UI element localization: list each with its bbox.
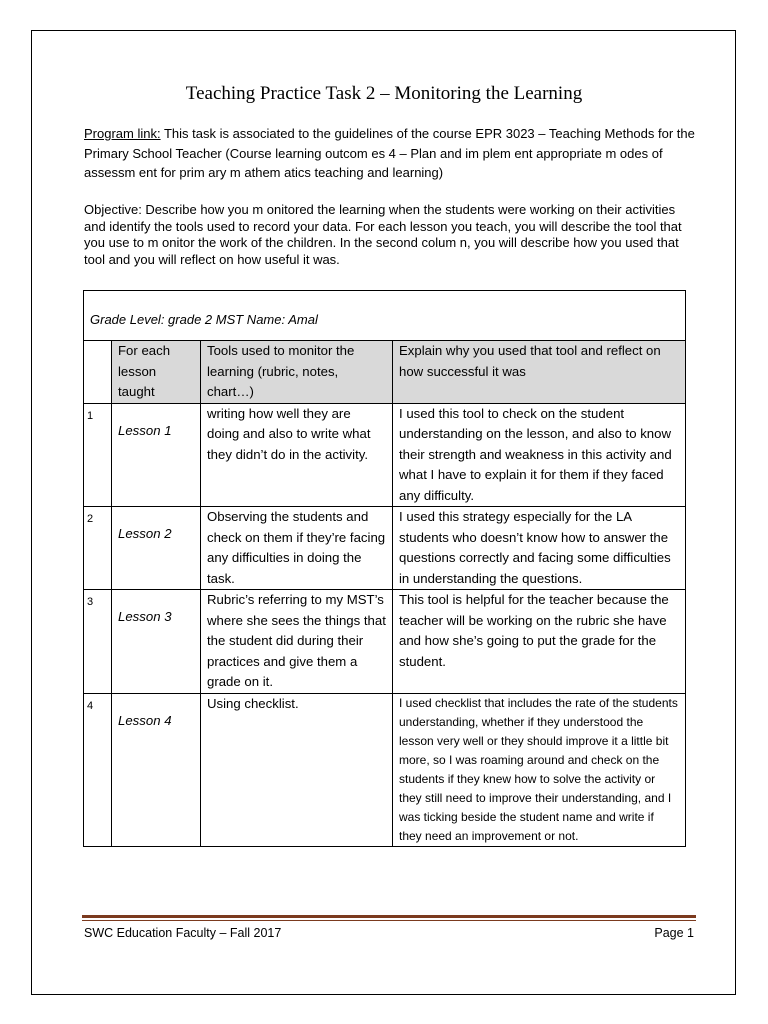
- row-number: 3: [84, 590, 112, 694]
- footer-faculty: SWC Education Faculty – Fall 2017: [84, 926, 282, 940]
- row-number: 4: [84, 693, 112, 846]
- lesson-label: Lesson 3: [118, 609, 172, 624]
- page-title: Teaching Practice Task 2 – Monitoring the Learning: [185, 83, 583, 104]
- footer-rule-thin: [82, 920, 696, 921]
- table-row: [84, 403, 686, 507]
- row-number: 2: [84, 507, 112, 590]
- explain-cell: I used this tool to check on the student understanding on the lesson, and also to know their strength and weakness in this activity and what I have to explain it for them if they faced any difficulty.: [393, 403, 686, 507]
- footer-rule: [82, 915, 696, 918]
- grade-level-cell: Grade Level: grade 2 MST Name: Amal: [84, 291, 686, 341]
- lesson-cell: [112, 403, 201, 507]
- lesson-cell: [112, 507, 201, 590]
- program-link-text: This task is associated to the guidelines of the course EPR 3023 – Teaching Methods for the Primary School Teacher (Course learning outcom es 4 – Plan and im plem ent appropriate m odes of assessm ent for prim ary m athem atics teaching and learning): [84, 126, 695, 180]
- objective-paragraph: Objective: Describe how you m onitored the learning when the students were working on their activities and identify the tools used to record your data. For each lesson you teach, you will describe the tool that you use to m onitor the work of the children. In the second colum n, you will describe how you used that tool and you will reflect on how useful it was.: [84, 202, 682, 267]
- tool-cell: Observing the students and check on them if they’re facing any difficulties in doing the task.: [201, 507, 393, 590]
- tool-cell: writing how well they are doing and also to write what they didn’t do in the activity.: [201, 403, 393, 507]
- table-row: [84, 507, 686, 590]
- monitoring-table: [83, 290, 686, 847]
- lesson-cell: [112, 693, 201, 846]
- header-tools: Tools used to monitor the learning (rubric, notes, chart…): [201, 341, 393, 404]
- lesson-label: Lesson 4: [118, 712, 172, 728]
- row-number: 1: [84, 403, 112, 507]
- header-lesson: For each lesson taught: [112, 341, 201, 404]
- tool-cell: Rubric’s referring to my MST’s where she sees the things that the student did during their practices and give them a grade on it.: [201, 590, 393, 694]
- explain-cell: I used this strategy especially for the LA students who doesn’t know how to answer the questions correctly and facing some difficulties in understanding the questions.: [393, 507, 686, 590]
- grade-row: [84, 291, 686, 341]
- header-num-cell: [84, 341, 112, 404]
- explain-cell: This tool is helpful for the teacher because the teacher will be working on the rubric she have and how she’s going to put the grade for the student.: [393, 590, 686, 694]
- program-link-paragraph: [84, 124, 696, 183]
- program-link-label: Program link:: [84, 126, 161, 141]
- header-row: [84, 341, 686, 404]
- lesson-label: Lesson 2: [118, 526, 172, 541]
- footer-page-number: Page 1: [654, 926, 694, 940]
- tool-cell: Using checklist.: [201, 693, 393, 846]
- table-row: [84, 693, 686, 846]
- table-row: [84, 590, 686, 694]
- lesson-cell: [112, 590, 201, 694]
- explain-cell: I used checklist that includes the rate of the students understanding, whether if they understood the lesson very well or they should improve it a little bit more, so I was roaming around and check on the students if they knew how to solve the activity or they still need to improve their understanding, and I was ticking beside the student name and write if they need an improvement or not.: [393, 693, 686, 846]
- lesson-label: Lesson 1: [118, 422, 172, 438]
- header-explain: Explain why you used that tool and reflect on how successful it was: [393, 341, 686, 404]
